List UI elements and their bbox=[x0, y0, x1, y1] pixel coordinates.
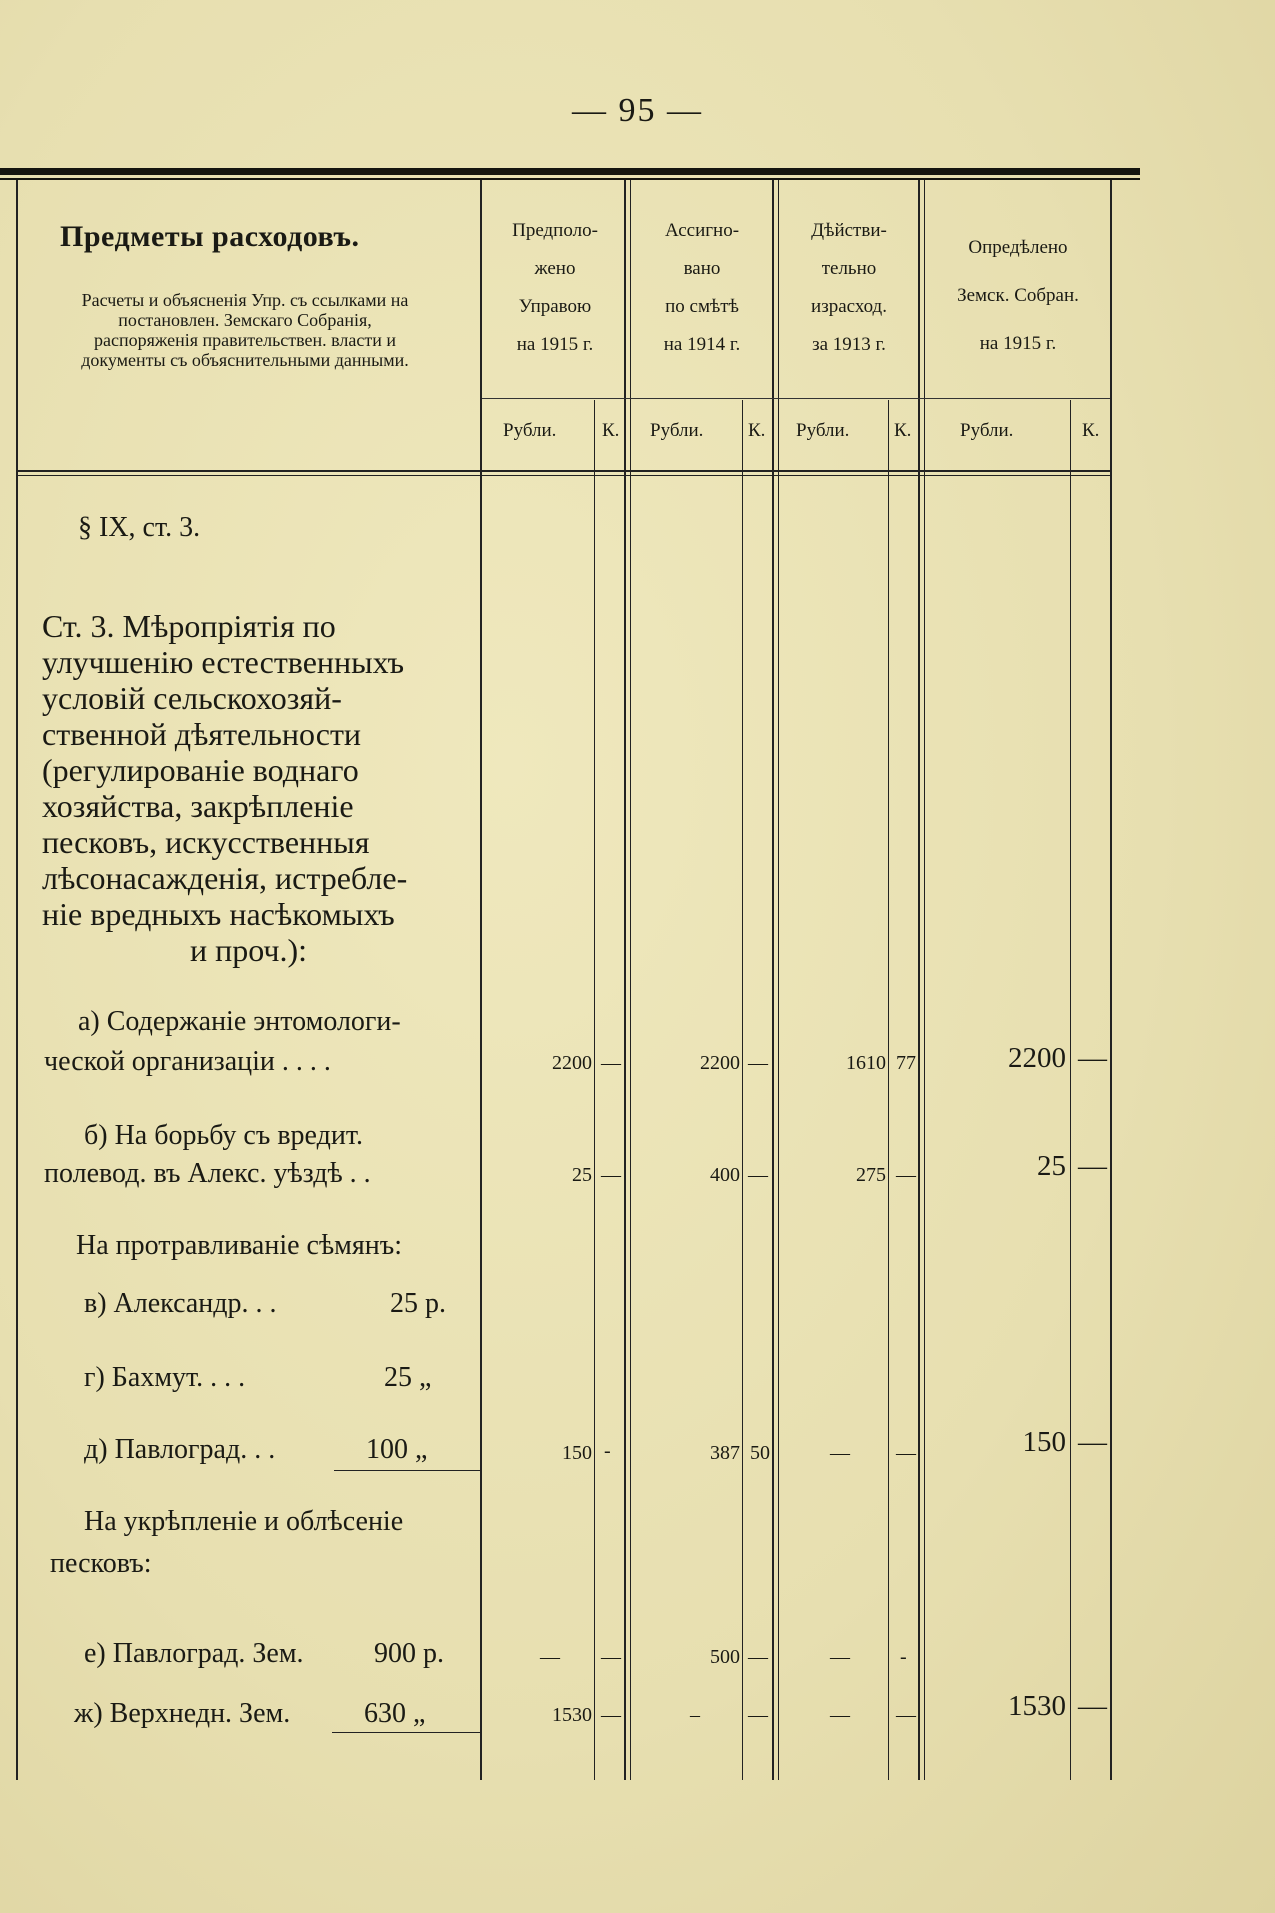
item-a-line1: а) Содержаніе энтомологи- bbox=[78, 1006, 401, 1037]
unit-kop: К. bbox=[602, 420, 620, 441]
item-zh-amount: 630 „ bbox=[364, 1698, 426, 1729]
item-b-assigned-rub: 400 bbox=[710, 1164, 740, 1186]
item-e-spent-kop: - bbox=[900, 1646, 907, 1668]
subtotal-rule bbox=[334, 1470, 480, 1471]
column-divider bbox=[624, 180, 626, 1780]
column-divider bbox=[480, 180, 482, 1780]
header-description: Расчеты и объясненія Упр. съ ссылками на постановлен. Земскаго Собранія, распоряженія правительствен. власти и документы съ объяснительными данными. bbox=[81, 290, 409, 370]
item-v-amount: 25 р. bbox=[390, 1288, 446, 1319]
item-b-line1: б) На борьбу съ вредит. bbox=[84, 1120, 363, 1151]
column-divider-double bbox=[778, 180, 779, 1780]
article-line: лѣсонасажденія, истребле- bbox=[42, 860, 408, 896]
item-d-determined-kop: — bbox=[1078, 1426, 1107, 1458]
table-top-rule-thin bbox=[0, 178, 1140, 180]
article-line: ственной дѣятельности bbox=[42, 716, 362, 752]
item-a-determined-kop: — bbox=[1078, 1042, 1107, 1074]
table-top-rule bbox=[0, 168, 1140, 175]
item-a-spent-kop: 77 bbox=[896, 1052, 916, 1074]
item-d-assigned-rub: 387 bbox=[710, 1442, 740, 1464]
header-bottom-rule bbox=[18, 470, 1112, 472]
item-b-line2: полевод. въ Алекс. уѣздѣ . . bbox=[44, 1158, 371, 1189]
header-col-assigned: Ассигно- вано по смѣтѣ на 1914 г. bbox=[663, 220, 741, 355]
unit-kop: К. bbox=[894, 420, 912, 441]
item-zh-spent-rub: — bbox=[830, 1704, 850, 1726]
item-b-proposed-rub: 25 bbox=[572, 1164, 592, 1186]
kop-divider bbox=[594, 400, 595, 1780]
item-e-spent-rub: — bbox=[830, 1646, 850, 1668]
item-e-assigned-kop: — bbox=[748, 1646, 768, 1668]
item-e-proposed-kop: — bbox=[601, 1646, 621, 1668]
kop-divider bbox=[742, 400, 743, 1780]
article-line: хозяйства, закрѣпленіе bbox=[42, 788, 354, 824]
item-a-spent-rub: 1610 bbox=[846, 1052, 886, 1074]
column-divider-double bbox=[630, 180, 631, 1780]
unit-rub: Рубли. bbox=[503, 420, 557, 441]
subtotal-rule bbox=[332, 1732, 480, 1733]
header-title: Предметы расходовъ. bbox=[60, 220, 360, 253]
item-zh-proposed-kop: — bbox=[601, 1704, 621, 1726]
item-v-label: в) Александр. . . bbox=[84, 1288, 277, 1319]
item-a-line2: ческой организаціи . . . . bbox=[44, 1046, 331, 1077]
item-a-proposed-rub: 2200 bbox=[552, 1052, 592, 1074]
column-divider bbox=[918, 180, 920, 1780]
unit-kop: К. bbox=[1082, 420, 1100, 441]
item-a-determined-rub: 2200 bbox=[1008, 1042, 1066, 1074]
item-d-spent-kop: — bbox=[896, 1442, 916, 1464]
header-col-proposed: Предполо- жено Управою на 1915 г. bbox=[512, 220, 598, 355]
article-line: Ст. 3. Мѣропріятія по bbox=[42, 608, 336, 644]
item-d-amount: 100 „ bbox=[366, 1434, 428, 1465]
item-d-proposed-kop: - bbox=[604, 1440, 611, 1462]
item-e-label: е) Павлоград. Зем. bbox=[84, 1638, 304, 1669]
kop-divider bbox=[888, 400, 889, 1780]
sand-heading: На укрѣпленіе и облѣсеніе bbox=[84, 1506, 404, 1537]
item-a-assigned-rub: 2200 bbox=[700, 1052, 740, 1074]
item-d-assigned-kop: 50 bbox=[750, 1442, 770, 1464]
header-unit-rule bbox=[482, 398, 1110, 399]
article-line: условій сельскохозяй- bbox=[42, 680, 342, 716]
item-a-proposed-kop: — bbox=[601, 1052, 621, 1074]
item-zh-label: ж) Верхнедн. Зем. bbox=[74, 1698, 291, 1729]
header-col-determined: Опредѣлено Земск. Собран. на 1915 г. bbox=[957, 237, 1079, 354]
page-number: — 95 — bbox=[572, 92, 703, 129]
header-bottom-rule-thin bbox=[18, 475, 1112, 476]
article-line: песковъ, искусственныя bbox=[42, 824, 370, 860]
item-b-spent-rub: 275 bbox=[856, 1164, 886, 1186]
item-zh-proposed-rub: 1530 bbox=[552, 1704, 592, 1726]
header-col-spent: Дѣйстви- тельно израсход. за 1913 г. bbox=[811, 220, 887, 355]
item-d-spent-rub: — bbox=[830, 1442, 850, 1464]
item-e-amount: 900 р. bbox=[374, 1638, 444, 1669]
article-line: ніе вредныхъ насѣкомыхъ bbox=[42, 896, 395, 932]
item-zh-determined-rub: 1530 bbox=[1008, 1690, 1066, 1722]
item-zh-spent-kop: — bbox=[896, 1704, 916, 1726]
item-zh-assigned-kop: — bbox=[748, 1704, 768, 1726]
sand-heading-line2: песковъ: bbox=[50, 1548, 152, 1579]
table-left-border bbox=[16, 180, 18, 1780]
unit-rub: Рубли. bbox=[960, 420, 1014, 441]
unit-kop: К. bbox=[748, 420, 766, 441]
kop-divider bbox=[1070, 400, 1071, 1780]
item-b-determined-kop: — bbox=[1078, 1150, 1107, 1182]
item-d-label: д) Павлоград. . . bbox=[84, 1434, 276, 1465]
column-divider bbox=[772, 180, 774, 1780]
unit-rub: Рубли. bbox=[796, 420, 850, 441]
unit-rub: Рубли. bbox=[650, 420, 704, 441]
article-line: (регулированіе воднаго bbox=[42, 752, 359, 788]
item-g-amount: 25 „ bbox=[384, 1362, 432, 1393]
item-e-proposed-rub: — bbox=[540, 1646, 560, 1668]
item-b-proposed-kop: — bbox=[601, 1164, 621, 1186]
item-e-assigned-rub: 500 bbox=[710, 1646, 740, 1668]
seeds-heading: На протравливаніе сѣмянъ: bbox=[76, 1230, 403, 1261]
item-a-assigned-kop: — bbox=[748, 1052, 768, 1074]
item-g-label: г) Бахмут. . . . bbox=[84, 1362, 246, 1393]
item-d-determined-rub: 150 bbox=[1022, 1426, 1066, 1458]
item-zh-determined-kop: — bbox=[1078, 1690, 1107, 1722]
item-b-spent-kop: — bbox=[896, 1164, 916, 1186]
section-heading: § IX, ст. 3. bbox=[78, 512, 201, 543]
item-d-proposed-rub: 150 bbox=[562, 1442, 592, 1464]
article-line: улучшенію естественныхъ bbox=[42, 644, 404, 680]
item-zh-assigned-rub: – bbox=[690, 1704, 700, 1726]
item-b-determined-rub: 25 bbox=[1037, 1150, 1066, 1182]
item-b-assigned-kop: — bbox=[748, 1164, 768, 1186]
column-divider-double bbox=[924, 180, 925, 1780]
article-line: и проч.): bbox=[190, 932, 308, 968]
table-right-border bbox=[1110, 180, 1112, 1780]
